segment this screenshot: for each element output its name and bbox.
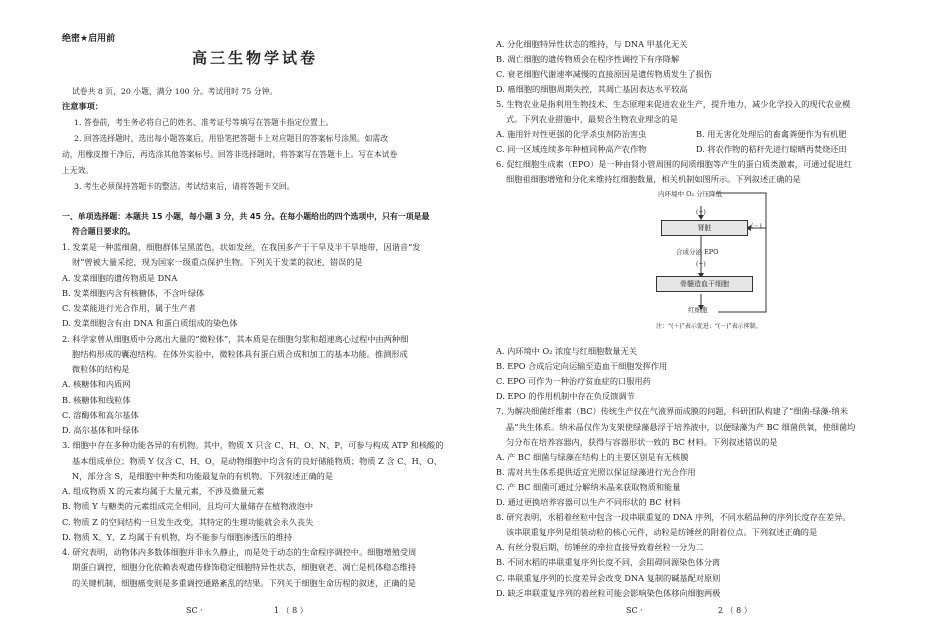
option-text: A. 分化细胞特异性状态的维持，与 DNA 甲基化无关 — [496, 39, 688, 49]
option-text: C. 串联重复序列的长度差异会改变 DNA 复制的碱基配对原则 — [496, 572, 721, 583]
option-text: A. 内环境中 O₂ 浓度与红细胞数量无关 — [496, 346, 637, 356]
question-line: 财”曾被大量采挖，现为国家一级重点保护生物。下列关于发菜的叙述，错误的是 — [72, 257, 363, 268]
option-text: D. 通过更换培养容器可以生产不同形状的 BC 材料 — [496, 497, 681, 507]
note-line: 动，用橡皮擦干净后，再选涂其他答案标号。回答非选择题时，将答案写在答题卡上。写在本试卷 — [62, 150, 398, 159]
intro-text: 试卷共 8 页，20 小题，满分 100 分。考试用时 75 分钟。 — [72, 87, 278, 96]
question-line: 细胞祖细胞增殖和分化来维持红细胞数量，相关机制如图所示。下列叙述正确的是 — [506, 174, 801, 184]
question-line: 6. 促红细胞生成素（EPO）是一种由肾小管周围的间质细胞等产生的蛋白质类激素，可通过促进红 — [496, 159, 853, 169]
question-line: 3. 细胞中存在多种功能各异的有机物。其中，物质 X 只含 C、H、O、N、P，可参与构成 ATP 和核酸的 — [62, 440, 444, 451]
question-line: 期蛋白调控，细胞分化依赖表观遗传修饰稳定细胞特异性状态，细胞衰老、凋亡是机体稳态维持 — [72, 562, 416, 573]
option-text: C. 产 BC 细菌可通过分解纳米晶来获取物质和能量 — [496, 481, 681, 492]
option-text: B. 发菜细胞内含有核糖体，不含叶绿体 — [62, 287, 205, 298]
option-text: B. EPO 合成后定向运输至造血干细胞发挥作用 — [496, 361, 668, 372]
option-text: A. 有丝分裂后期，纺锤丝的牵拉直接导致着丝粒一分为二 — [496, 542, 704, 553]
option-text: A. 产 BC 细菌与绿藻在结构上的主要区别是有无核膜 — [496, 451, 689, 462]
section-heading: 符合题目要求的。 — [72, 227, 136, 236]
question-line: 2. 科学家曾从细胞质中分离出大量的“微粒体”，其本质是在细胞匀浆和超速离心过程中由两种细 — [62, 333, 409, 344]
option-text: B. 凋亡细胞的遗传物质会在程序性调控下有序降解 — [496, 54, 680, 64]
option-text: C. EPO 可作为一种治疗贫血症的口服用药 — [496, 376, 651, 387]
diagram-plus: (+) — [696, 261, 706, 268]
footer-code: SC · — [626, 606, 643, 615]
option-text: A. 施用针对性更强的化学杀虫剂防治害虫 — [496, 129, 647, 139]
option-text: C. 溶酶体和高尔基体 — [62, 409, 139, 420]
question-line: 1. 发菜是一种蓝细菌，细胞群体呈黑蓝色，状如发丝，在我国多产于干旱及半干旱地带，因谐音“发 — [62, 242, 421, 252]
question-line: 胞结构形成的囊泡结构。在体外实验中，微粒体具有蛋白质合成和加工的基本功能。推测形成 — [72, 348, 408, 359]
footer-page: 2 （ 8 ） — [718, 606, 752, 615]
option-text: D. EPO 的作用机制中存在负反馈调节 — [496, 391, 635, 402]
option-text: B. 核糖体和线粒体 — [62, 394, 131, 405]
option-text: D. 缺乏串联重复序列的着丝粒可能会影响染色体移向细胞两极 — [496, 587, 721, 598]
option-text: D. 癌细胞的细胞周期失控，其凋亡基因表达水平较高 — [496, 84, 688, 94]
option-text: D. 将农作物的秸秆先进行晾晒再焚烧还田 — [696, 144, 847, 154]
diagram-plus: (+) — [696, 209, 706, 216]
option-text: A. 发菜细胞的遗传物质是 DNA — [62, 272, 178, 283]
question-line: 晶”共生体系。纳米晶仅作为支架使绿藻悬浮于培养液中，以便绿藻为产 BC 细菌供氧，使细菌均 — [506, 421, 856, 432]
epo-diagram — [656, 188, 796, 348]
question-line: 匀分布在培养容器内，获得与容器形状一致的 BC 材料。下列叙述错误的是 — [506, 436, 778, 447]
option-text: C. 同一区域连续多年种植同种高产农作物 — [496, 144, 647, 154]
footer-page: 1 （ 8 ） — [274, 606, 308, 615]
question-line: 式。下列农业措施中，最契合生物农业理念的是 — [506, 114, 678, 124]
option-text: A. 组成物质 X 的元素均属于大量元素，不涉及微量元素 — [62, 486, 265, 496]
notes-title: 注意事项： — [62, 101, 103, 111]
option-text: D. 发菜细胞含有由 DNA 和蛋白质组成的染色体 — [62, 318, 238, 329]
option-text: C. 物质 Z 的空间结构一旦发生改变，其特定的生理功能就会永久丧失 — [62, 516, 314, 527]
question-line: N，部分含 S，是细胞中种类和功能最复杂的有机物。下列叙述正确的是 — [72, 470, 334, 481]
note-line: 上无效。 — [62, 166, 94, 175]
question-line: 4. 研究表明，动物体内多数体细胞并非永久静止，而是处于动态的生命程序调控中。细胞增殖受周 — [62, 547, 417, 557]
question-line: 微粒体的结构是 — [72, 364, 130, 374]
kidney-box: 肾脏 — [661, 220, 748, 236]
option-text: B. 需对共生体系提供适宜光照以保证绿藻进行光合作用 — [496, 466, 696, 477]
option-text: D. 高尔基体和叶绿体 — [62, 425, 139, 435]
note-line: 2. 回答选择题时，选出每小题答案后，用铅笔把答题卡上对应题目的答案标号涂黑。如需改 — [74, 134, 388, 143]
section-heading: 一、单项选择题：本题共 15 小题，每小题 3 分，共 45 分。在每小题给出的四个选项中，只有一项是最 — [62, 212, 430, 221]
option-text: C. 衰老细胞代谢速率减慢的直接原因是遗传物质发生了损伤 — [496, 69, 712, 79]
question-line: 基本组成单位；物质 Y 仅含 C、H、O，是动物细胞中均含有的良好储能物质；物质 Z 含 C、H、O、 — [72, 455, 442, 466]
option-text: D. 物质 X、Y、Z 均属于有机物，均不能参与细胞渗透压的维持 — [62, 531, 293, 542]
note-line: 3. 考生必须保持答题卡的整洁。考试结束后，请将答题卡交回。 — [74, 182, 295, 191]
option-text: B. 用无害化处理后的畜禽粪便作为有机肥 — [696, 129, 847, 139]
question-line: 5. 生物农业是指利用生物技术、生态原理来促进农业生产，提升地力，减少化学投入的现代农业模 — [496, 99, 851, 109]
option-text: A. 核糖体和内质网 — [62, 379, 131, 390]
diagram-minus: (－) — [751, 223, 762, 230]
question-line: 该串联重复序列是组装动粒的核心元件，动粒是纺锤丝的附着位点。下列叙述正确的是 — [506, 527, 818, 538]
diagram-top-label: 内环境中 O₂ 分压降低 — [658, 190, 723, 198]
option-text: B. 物质 Y 与糖类的元素组成完全相同，且均可大量储存在植物液泡中 — [62, 501, 314, 512]
diagram-mid-label: 合成分泌 EPO — [676, 248, 719, 256]
question-line: 7. 为解决细菌纤维素（BC）传统生产仅在气液界面成膜的问题，科研团队构建了“细菌-绿藻-纳米 — [496, 406, 848, 417]
marrow-box: 骨髓造血干细胞 — [656, 276, 753, 292]
page-title: 高三生物学试卷 — [192, 49, 319, 67]
note-line: 1. 答卷前，考生务必将自己的姓名、准考证号等填写在答题卡指定位置上。 — [74, 118, 334, 127]
question-line: 8. 研究表明，水稻着丝粒中包含一段串联重复的 DNA 序列，不同水稻品种的序列长度存在差异。 — [496, 512, 851, 523]
diagram-note: 注：“(＋)”表示促进；“(－)”表示抑制。 — [656, 323, 762, 330]
secret-label: 绝密★启用前 — [62, 34, 116, 44]
question-line: 的关键机制，细胞癌变则是多重调控通路紊乱的结果。下列关于细胞生命历程的叙述，正确的是 — [72, 577, 416, 588]
diagram-rbc: 红细胞 — [688, 306, 708, 314]
footer-code: SC · — [186, 606, 203, 615]
option-text: B. 不同水稻的串联重复序列长度不同，会阻碍同源染色体分离 — [496, 557, 721, 568]
option-text: C. 发菜能进行光合作用，属于生产者 — [62, 303, 196, 313]
